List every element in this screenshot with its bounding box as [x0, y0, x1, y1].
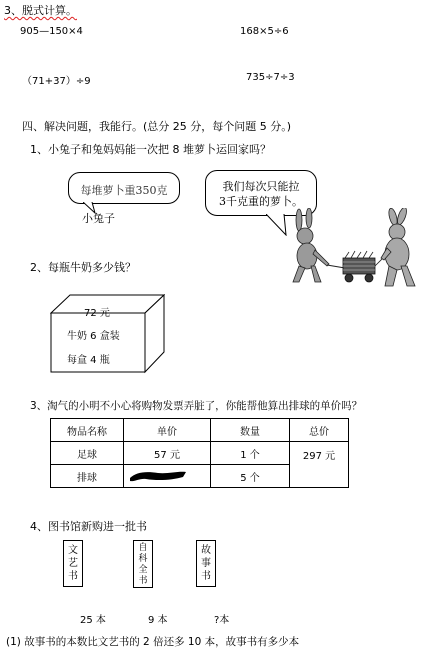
book-count-stories: ?本: [214, 615, 230, 626]
mother-rabbit-icon: [381, 208, 415, 286]
expr-1: 905—150×4: [20, 26, 83, 37]
rabbit-label: 小兔子: [82, 212, 115, 225]
speech-bubble-left: [68, 172, 180, 204]
radish-cart-icon: [343, 251, 383, 282]
invoice-table: [50, 418, 349, 488]
milk-line2: 每盒 4 瓶: [67, 355, 110, 366]
q3-title: [4, 2, 77, 18]
expr-3: （71+37）÷9: [22, 76, 91, 87]
table-header-cell: 物品名称: [51, 419, 124, 442]
table-row: [51, 442, 349, 465]
bubble-left-text: 每堆萝卜重350克: [80, 184, 168, 197]
section4-header: 四、解决问题，我能行。(总分 25 分，每个问题 5 分。): [22, 120, 292, 133]
table-header-cell: 总价: [290, 419, 349, 442]
book-count-literature: 25 本: [80, 615, 106, 626]
book-stories-title: 故事书: [201, 545, 211, 582]
ink-smudge-icon: [128, 469, 188, 483]
table-cell-item: 足球: [51, 442, 124, 465]
table-header-cell: 单价: [124, 419, 211, 442]
small-rabbit-icon: [293, 208, 329, 282]
table-header-row: [51, 419, 349, 442]
p1-question: [30, 141, 271, 157]
milk-line1: 牛奶 6 盒装: [67, 331, 120, 342]
bubble-right-line2: 3千克重的萝卜。: [219, 195, 303, 208]
p2-question: 2、每瓶牛奶多少钱？: [30, 261, 136, 274]
expr-4: 735÷7÷3: [246, 72, 295, 83]
table-cell-item: 排球: [51, 465, 124, 488]
p1-question-text: 1、小兔子和兔妈妈能一次把 8 堆萝卜运回家吗？: [30, 143, 271, 156]
bubble-right-line1: 我们每次只能拉: [222, 180, 300, 193]
book-literature: [63, 540, 83, 587]
table-header-cell: 数量: [211, 419, 290, 442]
bubble-right-text: [206, 179, 316, 209]
milk-price: 72 元: [84, 308, 110, 319]
table-cell-total: 297 元: [290, 442, 349, 488]
expr-2: 168×5÷6: [240, 26, 289, 37]
p3-question: 3、淘气的小明不小心将购物发票弄脏了，你能帮他算出排球的单价吗？: [30, 400, 363, 412]
table-cell-qty: 5 个: [211, 465, 290, 488]
table-cell-price: 57 元: [124, 442, 211, 465]
p4-question: 4、图书馆新购进一批书: [30, 520, 147, 533]
book-count-encyclopedia: 9 本: [148, 615, 168, 626]
table-cell-price-smudged: [124, 465, 211, 488]
book-encyclopedia-title: 自科全书: [138, 543, 148, 586]
q3-title-text: 3、脱式计算。: [4, 4, 77, 17]
rabbits-cart-illustration: [285, 208, 420, 290]
book-encyclopedia: [133, 540, 153, 588]
table-cell-qty: 1 个: [211, 442, 290, 465]
p4-sub-question: (1) 故事书的本数比文艺书的 2 倍还多 10 本，故事书有多少本: [6, 636, 300, 648]
book-stories: [196, 540, 216, 587]
book-literature-title: 文艺书: [68, 545, 78, 582]
